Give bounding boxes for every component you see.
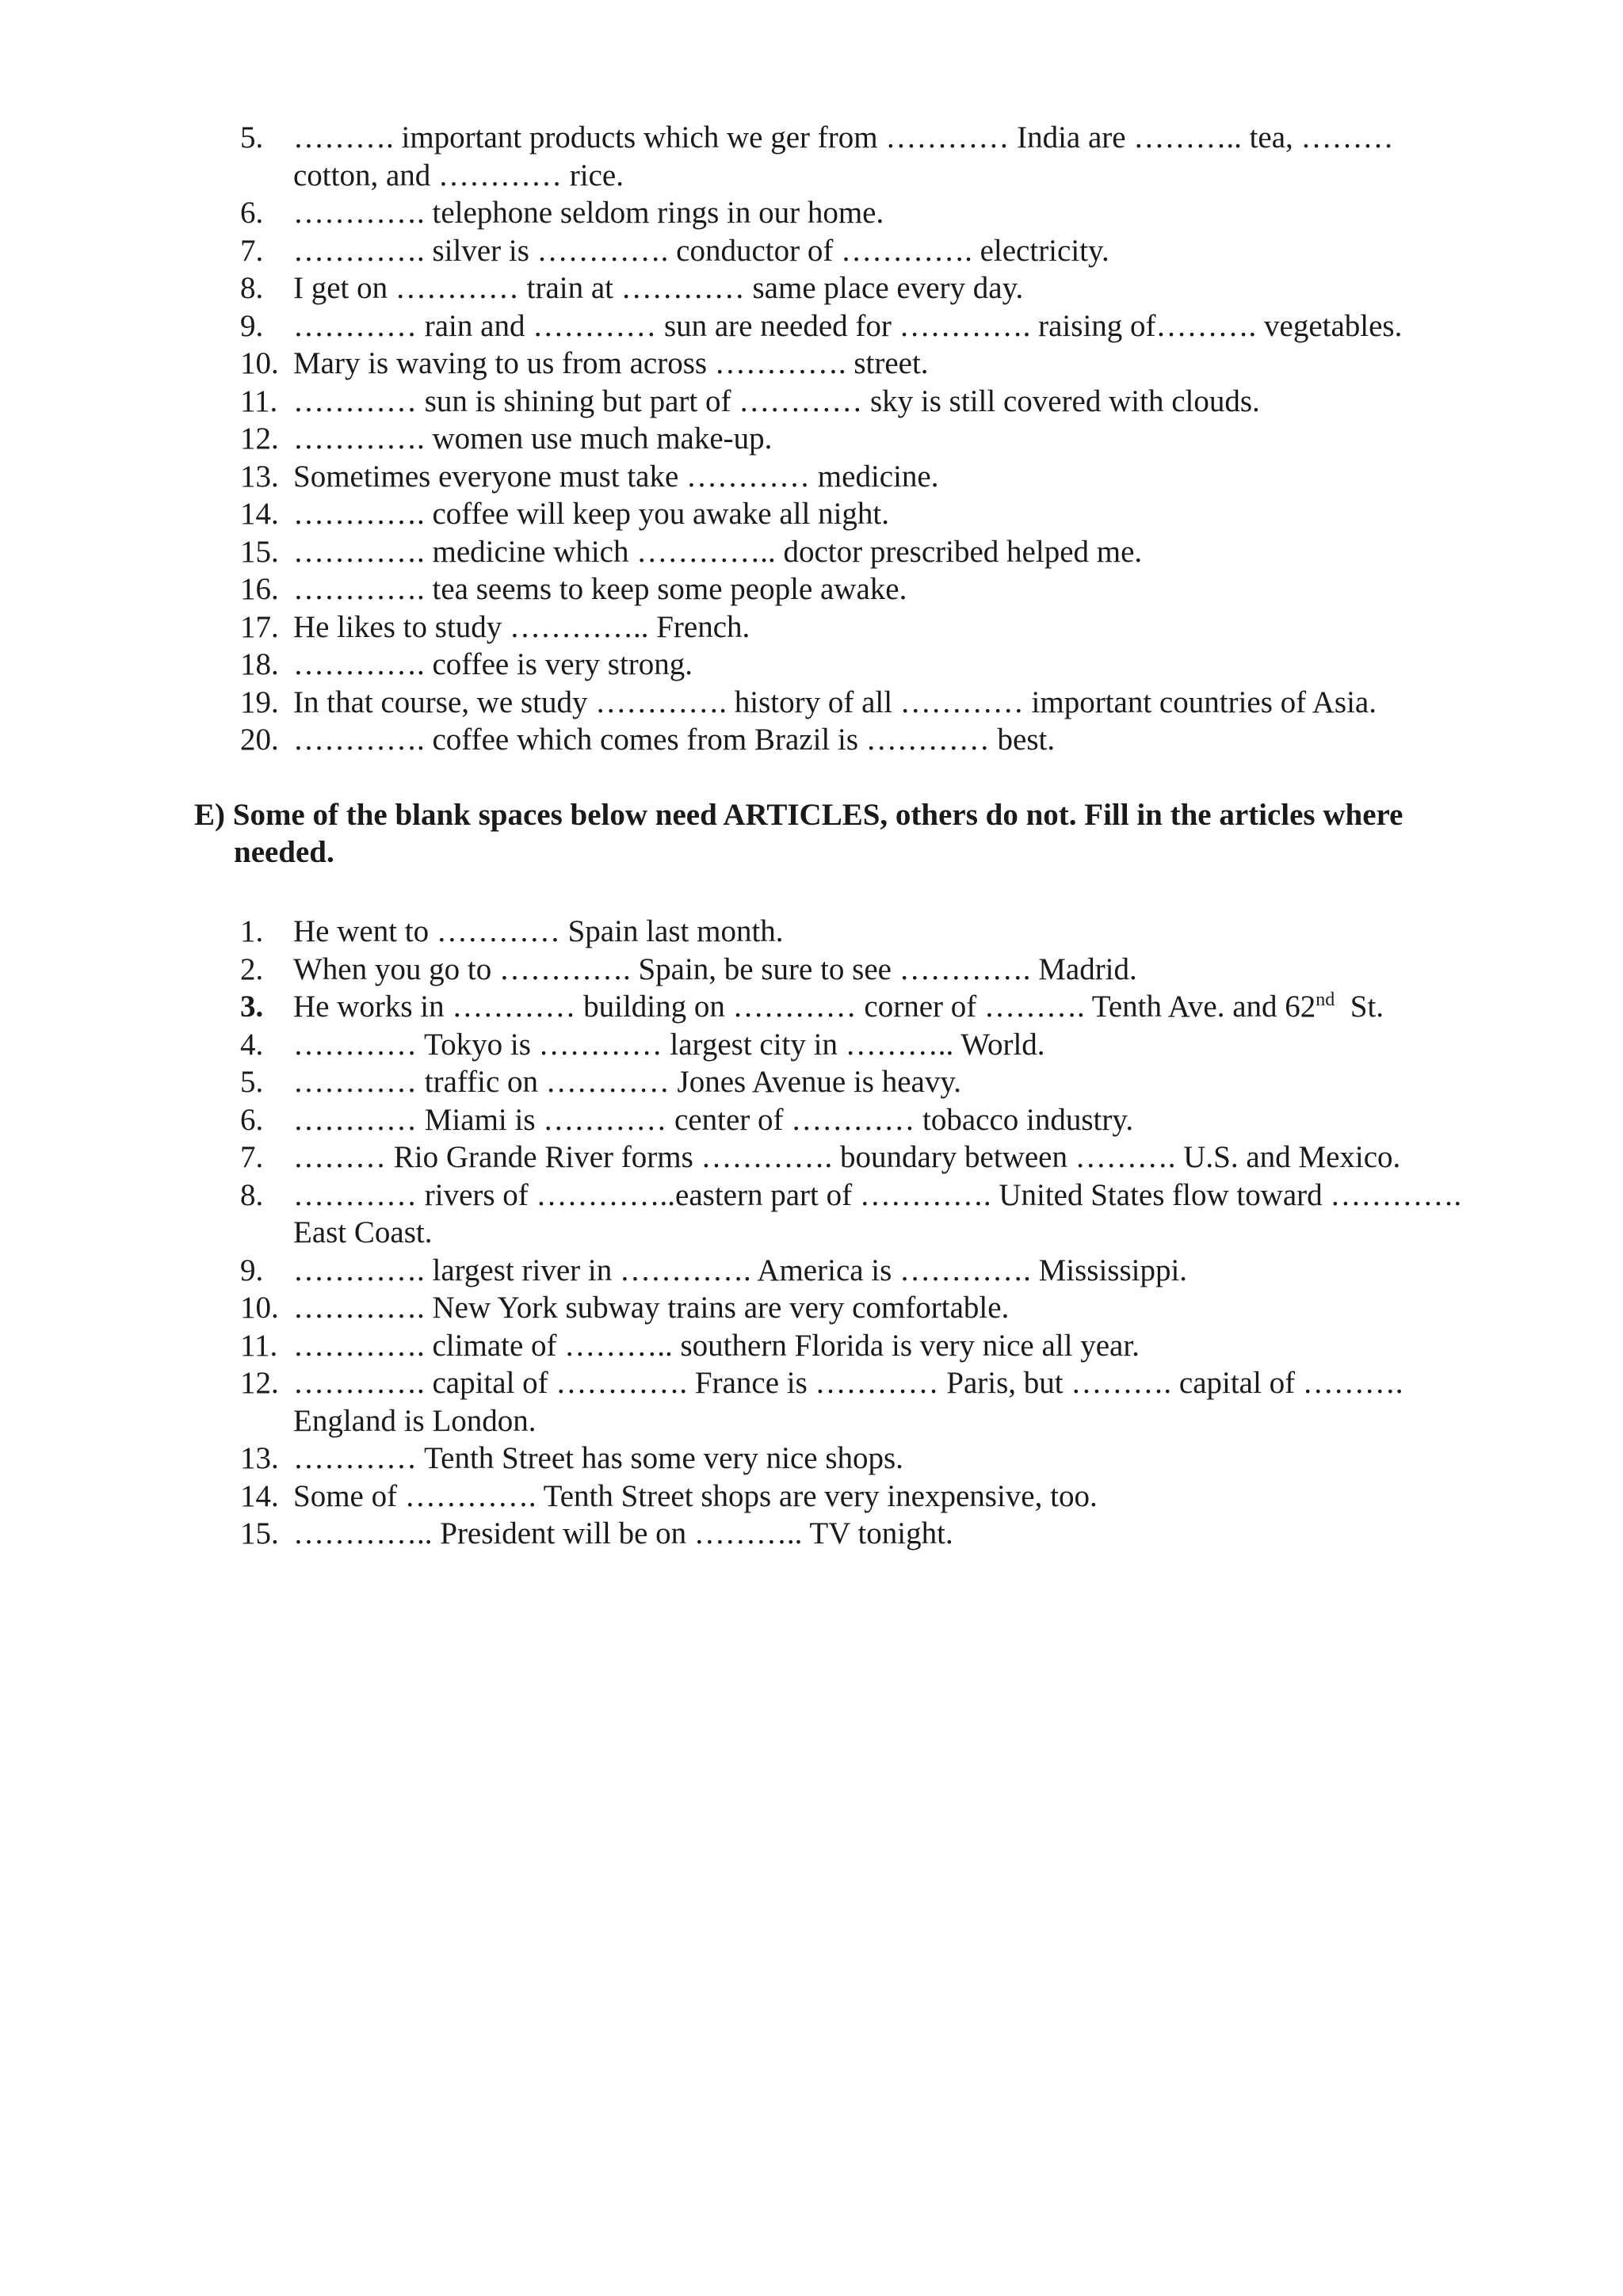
item-text: ………. important products which we ger from ………… India are ……….. tea, ……… cotton, and ………… rice. — [293, 120, 1394, 193]
list-item — [0, 1478, 1482, 1516]
item-number: 11. — [240, 1328, 278, 1363]
item-text: He likes to study ………….. French. — [293, 609, 750, 644]
item-number: 7. — [240, 1140, 264, 1174]
item-text-main: He works in ………… building on ………… corner of ………. Tenth Ave. and 62 — [293, 990, 1316, 1024]
item-text: ………… traffic on ………… Jones Avenue is heavy. — [293, 1065, 962, 1099]
item-number: 18. — [240, 647, 279, 681]
item-number: 13. — [240, 459, 279, 494]
list-item — [0, 533, 1482, 571]
item-number: 6. — [240, 1102, 264, 1137]
item-number: 17. — [240, 609, 279, 644]
item-number: 11. — [240, 383, 278, 418]
item-number: 5. — [240, 120, 264, 154]
item-number: 1. — [240, 914, 264, 948]
item-text: In that course, we study …………. history of all ………… important countries of Asia. — [293, 685, 1377, 719]
item-number: 16. — [240, 572, 279, 606]
item-number: 15. — [240, 534, 279, 569]
item-number: 9. — [240, 1253, 264, 1287]
section-e-list — [0, 913, 1482, 1553]
item-text: …………. coffee will keep you awake all night. — [293, 497, 889, 531]
item-text: …………. medicine which ………….. doctor prescribed helped me. — [293, 534, 1143, 569]
item-text: …………. women use much make-up. — [293, 421, 773, 456]
item-text: …………. telephone seldom rings in our home. — [293, 196, 884, 230]
list-item — [0, 1026, 1482, 1064]
list-item — [0, 721, 1482, 759]
item-text: ………… sun is shining but part of ………… sky is still covered with clouds. — [293, 383, 1260, 418]
item-text: ………… Tokyo is ………… largest city in ……….. World. — [293, 1027, 1045, 1062]
item-text: ………… rivers of …………..eastern part of …………. United States flow toward …………. East Coast. — [293, 1177, 1462, 1249]
list-item — [0, 1177, 1482, 1252]
item-text: …………. climate of ……….. southern Florida is very nice all year. — [293, 1328, 1140, 1363]
item-number: 19. — [240, 685, 279, 719]
item-number: 10. — [240, 346, 279, 380]
item-number: 12. — [240, 421, 279, 456]
list-item — [0, 570, 1482, 608]
list-item — [0, 646, 1482, 684]
item-text: ……… Rio Grande River forms …………. boundary between ………. U.S. and Mexico. — [293, 1140, 1401, 1174]
list-item — [0, 194, 1482, 232]
item-text: Sometimes everyone must take ………… medicine. — [293, 459, 939, 494]
item-text: Some of …………. Tenth Street shops are very inexpensive, too. — [293, 1478, 1098, 1513]
item-number: 20. — [240, 723, 279, 757]
item-text: …………. coffee is very strong. — [293, 647, 693, 681]
section-e-heading: E) Some of the blank spaces below need ARTICLES, others do not. Fill in the articles where needed. — [194, 798, 1403, 869]
item-number: 9. — [240, 308, 264, 343]
item-number: 13. — [240, 1441, 279, 1475]
section-d-list — [0, 119, 1482, 759]
item-text: …………. New York subway trains are very comfortable. — [293, 1291, 1010, 1325]
item-text-end: St. — [1335, 990, 1384, 1024]
list-item — [0, 232, 1482, 270]
list-item — [0, 913, 1482, 951]
list-item — [0, 420, 1482, 458]
item-text: …………. largest river in …………. America is …………. Mississippi. — [293, 1253, 1188, 1287]
ordinal-suffix: nd — [1316, 990, 1335, 1010]
item-text: I get on ………… train at ………… same place every day. — [293, 271, 1024, 305]
item-number: 2. — [240, 952, 264, 986]
item-number: 6. — [240, 196, 264, 230]
list-item — [0, 684, 1482, 722]
item-number: 8. — [240, 271, 264, 305]
list-item — [0, 383, 1482, 421]
list-item — [0, 1515, 1482, 1553]
item-text: When you go to …………. Spain, be sure to see …………. Madrid. — [293, 952, 1137, 986]
item-number: 3. — [240, 990, 264, 1024]
list-item — [0, 1440, 1482, 1478]
item-number: 12. — [240, 1366, 279, 1400]
item-number: 7. — [240, 233, 264, 268]
item-number: 8. — [240, 1177, 264, 1212]
item-text: ………… rain and ………… sun are needed for …………. raising of………. vegetables. — [293, 308, 1403, 343]
item-number: 15. — [240, 1516, 279, 1550]
list-item — [0, 1289, 1482, 1327]
item-number: 4. — [240, 1027, 264, 1062]
item-number: 14. — [240, 497, 279, 531]
item-number: 10. — [240, 1291, 279, 1325]
item-text: ………… Miami is ………… center of ………… tobacco industry. — [293, 1102, 1134, 1137]
item-number: 14. — [240, 1478, 279, 1513]
list-item — [0, 458, 1482, 496]
item-text: …………. coffee which comes from Brazil is ………… best. — [293, 723, 1056, 757]
item-text: ………….. President will be on ……….. TV tonight. — [293, 1516, 953, 1550]
item-text: …………. capital of …………. France is ………… Paris, but ………. capital of ………. England is London. — [293, 1366, 1403, 1438]
list-item — [0, 1138, 1482, 1177]
list-item — [0, 119, 1482, 194]
list-item — [0, 1101, 1482, 1139]
list-item — [0, 1364, 1482, 1440]
list-item — [0, 345, 1482, 383]
item-text: ………… Tenth Street has some very nice shops. — [293, 1441, 903, 1475]
list-item — [0, 269, 1482, 307]
list-item — [0, 1252, 1482, 1290]
list-item — [0, 1327, 1482, 1365]
item-number: 5. — [240, 1065, 264, 1099]
item-text — [293, 990, 1384, 1024]
item-text: Mary is waving to us from across …………. street. — [293, 346, 929, 380]
list-item — [0, 951, 1482, 989]
list-item — [0, 1063, 1482, 1101]
list-item — [0, 307, 1482, 345]
item-text: He went to ………… Spain last month. — [293, 914, 784, 948]
item-text: …………. tea seems to keep some people awake. — [293, 572, 907, 606]
list-item — [0, 988, 1482, 1026]
item-text: …………. silver is …………. conductor of …………. electricity. — [293, 233, 1109, 268]
list-item — [0, 495, 1482, 533]
list-item — [0, 608, 1482, 646]
